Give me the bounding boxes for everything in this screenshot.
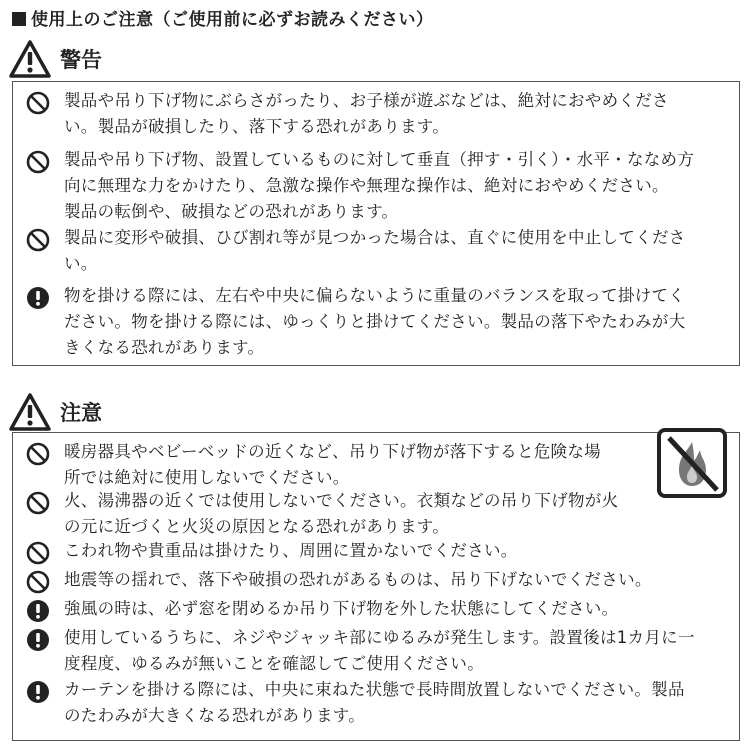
caution-item-7-text xyxy=(64,677,685,729)
warning-item-4 xyxy=(26,283,685,361)
text-line: きくなる恐れがあります。 xyxy=(64,338,265,357)
prohibition-icon xyxy=(26,91,50,115)
caution-item-5 xyxy=(26,596,618,623)
text-line: 使用しているうちに、ネジやジャッキ部にゆるみが発生します。設置後は1カ月に一 xyxy=(64,628,695,647)
text-line: い。 xyxy=(64,254,98,273)
text-line: 製品に変形や破損、ひび割れ等が見つかった場合は、直ぐに使用を中止してくださ xyxy=(64,228,686,247)
warning-item-1 xyxy=(26,88,669,140)
mandatory-icon xyxy=(26,286,50,310)
warning-triangle-icon xyxy=(8,392,52,432)
text-line: 製品の転倒や、破損などの恐れがあります。 xyxy=(64,202,399,221)
caution-item-1-text xyxy=(64,439,601,491)
warning-item-2 xyxy=(26,147,694,225)
text-line: 物を掛ける際には、左右や中央に偏らないように重量のバランスを取って掛けてく xyxy=(64,286,686,305)
warning-item-1-text xyxy=(64,88,669,140)
text-line: 製品や吊り下げ物にぶらさがったり、お子様が遊ぶなどは、絶対におやめくださ xyxy=(64,91,669,110)
title-square-bullet xyxy=(12,12,26,26)
mandatory-icon xyxy=(26,680,50,704)
caution-item-1 xyxy=(26,439,601,491)
no-fire-icon xyxy=(657,428,727,498)
warning-item-3 xyxy=(26,225,686,277)
text-line: い。製品が破損したり、落下する恐れがあります。 xyxy=(64,117,450,136)
mandatory-icon xyxy=(26,628,50,652)
text-line: ださい。物を掛ける際には、ゆっくりと掛けてください。製品の落下やたわみが大 xyxy=(64,312,686,331)
caution-item-3-text xyxy=(64,538,518,564)
caution-header xyxy=(8,392,102,432)
warning-item-2-text xyxy=(64,147,694,225)
caution-item-6 xyxy=(26,625,695,677)
caution-item-5-text xyxy=(64,596,618,622)
text-line: 強風の時は、必ず窓を閉めるか吊り下げ物を外した状態にしてください。 xyxy=(64,599,619,618)
warning-header xyxy=(8,39,102,79)
text-line: 火、湯沸器の近くでは使用しないでください。衣類などの吊り下げ物が火 xyxy=(64,491,619,510)
text-line: 向に無理な力をかけたり、急激な操作や無理な操作は、絶対におやめください。 xyxy=(64,176,669,195)
text-line: 度程度、ゆるみが無いことを確認してご使用ください。 xyxy=(64,654,484,673)
prohibition-icon xyxy=(26,491,50,515)
caution-label: 注意 xyxy=(60,401,102,425)
mandatory-icon xyxy=(26,599,50,623)
text-line: こわれ物や貴重品は掛けたり、周囲に置かないでください。 xyxy=(64,541,518,560)
text-line: 地震等の揺れで、落下や破損の恐れがあるものは、吊り下げないでください。 xyxy=(64,570,652,589)
text-line: 所では絶対に使用しないでください。 xyxy=(64,468,350,487)
prohibition-icon xyxy=(26,570,50,594)
prohibition-icon xyxy=(26,150,50,174)
prohibition-icon xyxy=(26,541,50,565)
caution-item-2-text xyxy=(64,488,618,540)
warning-triangle-icon xyxy=(8,39,52,79)
caution-item-3 xyxy=(26,538,518,565)
prohibition-icon xyxy=(26,442,50,466)
text-line: のたわみが大きくなる恐れがあります。 xyxy=(64,706,366,725)
caution-item-4 xyxy=(26,567,652,594)
text-line: の元に近づくと火災の原因となる恐れがあります。 xyxy=(64,517,450,536)
text-line: 製品や吊り下げ物、設置しているものに対して垂直（押す・引く）・水平・ななめ方 xyxy=(64,150,695,169)
caution-item-4-text xyxy=(64,567,652,593)
text-line: カーテンを掛ける際には、中央に束ねた状態で長時間放置しないでください。製品 xyxy=(64,680,685,699)
warning-label: 警告 xyxy=(60,48,102,72)
caution-item-6-text xyxy=(64,625,695,677)
text-line: 暖房器具やベビーベッドの近くなど、吊り下げ物が落下すると危険な場 xyxy=(64,442,601,461)
page-title xyxy=(12,5,434,30)
warning-item-4-text xyxy=(64,283,685,361)
warning-item-3-text xyxy=(64,225,686,277)
page-title-text: 使用上のご注意（ご使用前に必ずお読みください） xyxy=(31,10,434,30)
caution-item-7 xyxy=(26,677,685,729)
caution-item-2 xyxy=(26,488,618,540)
prohibition-icon xyxy=(26,228,50,252)
